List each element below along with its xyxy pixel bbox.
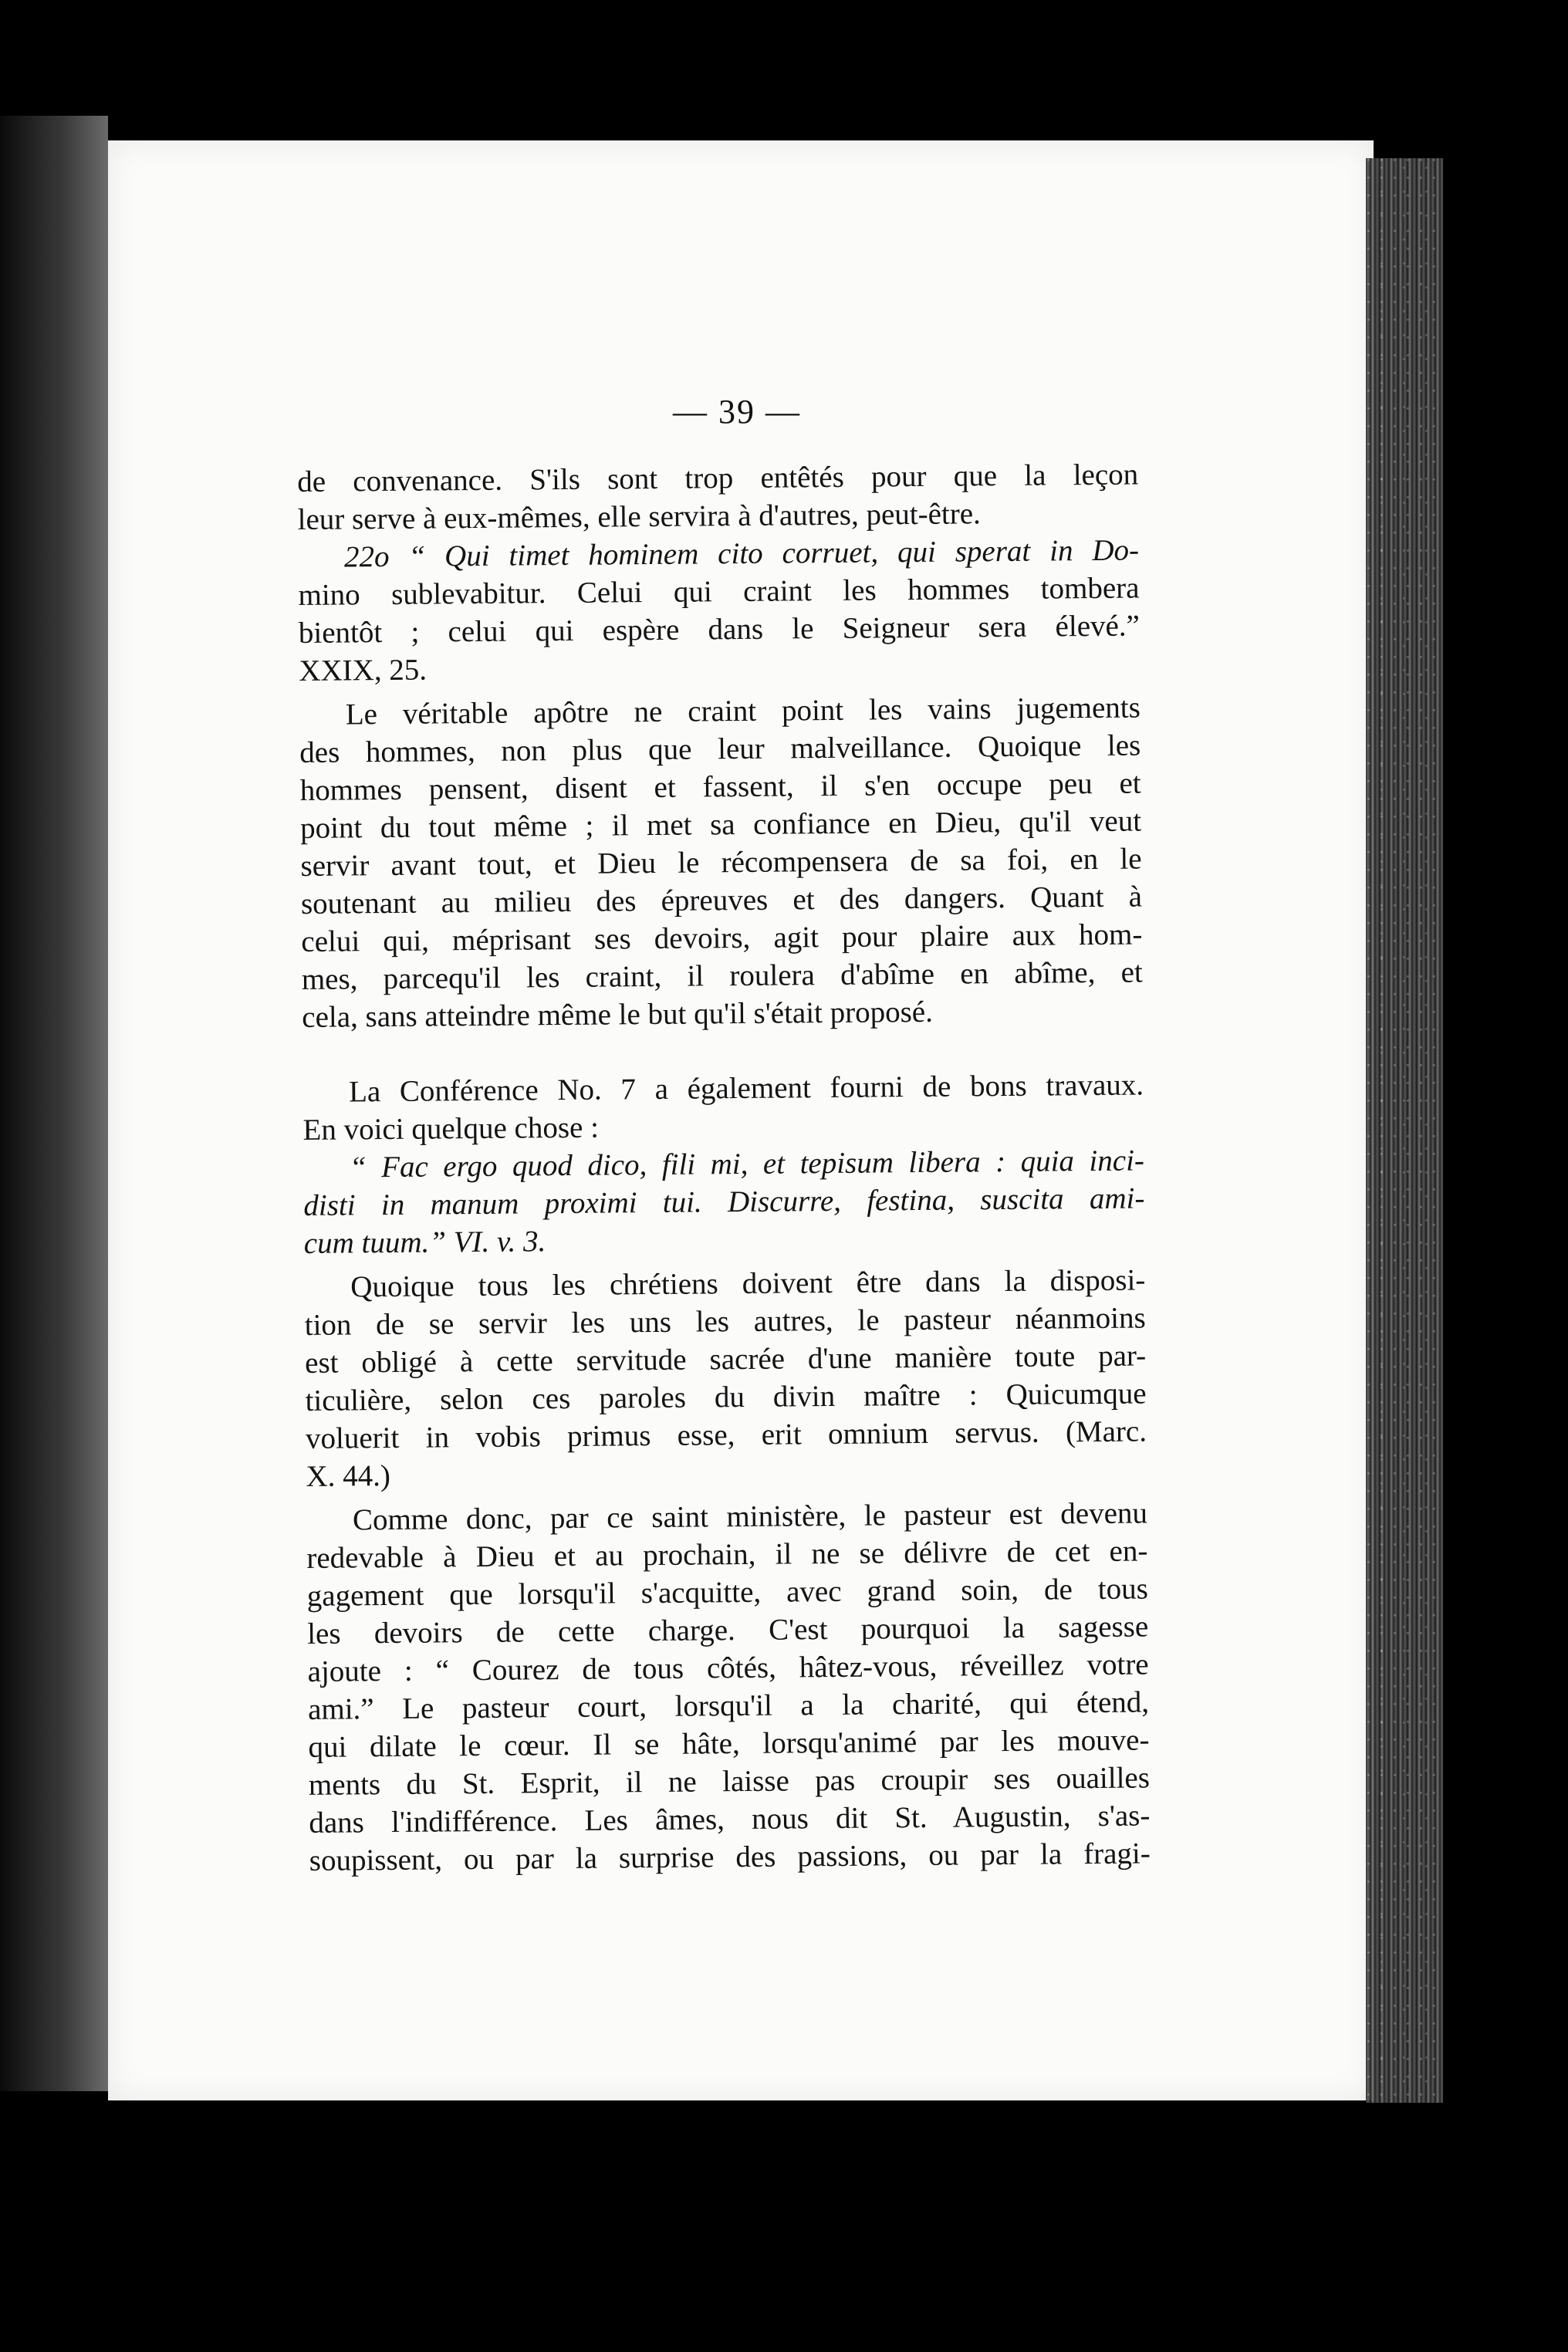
text-line: qui dilate le cœur. Il se hâte, lorsqu'animé par les mouve- [308,1723,1150,1764]
text-line: ami.” Le pasteur court, lorsqu'il a la charité, qui étend, [307,1685,1150,1726]
text-line: soutenant au milieu des épreuves et des dangers. Quant à [300,880,1143,921]
text-line: “ Fac ergo quod dico, fili mi, et tepisum libera : quia inci- [349,1144,1145,1184]
text-line: de convenance. S'ils sont trop entêtés pour que la leçon [297,458,1139,498]
text-line: dans l'indifférence. Les âmes, nous dit St. Augustin, s'as- [309,1799,1151,1840]
text-line: servir avant tout, et Dieu le récompensera de sa foi, en le [300,842,1142,883]
text-line: Comme donc, par ce saint ministère, le pasteur est devenu [352,1496,1148,1537]
text-line: mino sublevabitur. Celui qui craint les hommes tombera [298,571,1140,612]
text-line: tion de se servir les uns les autres, le pasteur néanmoins [304,1301,1146,1342]
text-line: est obligé à cette servitude sacrée d'une manière toute par- [304,1339,1147,1380]
paragraph [302,1066,1144,1149]
text-line: leur serve à eux-mêmes, elle servira à d'autres, peut-être. [297,497,981,536]
text-line: point du tout même ; il met sa confiance en Dieu, qu'il veut [299,804,1142,845]
text-line: des hommes, non plus que leur malveillance. Quoique les [299,728,1141,769]
text-line: ments du St. Esprit, il ne laisse pas croupir ses ouailles [308,1761,1151,1802]
text-line: ajoute : “ Courez de tous côtés, hâtez-vous, réveillez votre [307,1647,1149,1688]
paragraph [304,1261,1147,1495]
text-line: X. 44.) [306,1458,391,1493]
text-line: soupissent, ou par la surprise des passions, ou par la fragi- [309,1837,1151,1877]
page-stack-texture [1366,158,1443,2103]
text-line: En voici quelque chose : [302,1110,600,1147]
paragraph [306,1494,1151,1879]
text-line: voluerit in vobis primus esse, erit omnium servus. (Marc. [305,1414,1147,1455]
text-line: redevable à Dieu et au prochain, il ne se délivre de cet en- [306,1534,1148,1575]
text-line: les devoirs de cette charge. C'est pourquoi la sagesse [307,1610,1149,1651]
paragraph [298,531,1141,690]
page-number: — 39 — [673,393,801,431]
text-line: celui qui, méprisant ses devoirs, agit pour plaire aux hom- [301,917,1143,958]
text-line: hommes pensent, disent et fassent, il s'en occupe peu et [299,766,1141,807]
text-line: La Conférence No. 7 a également fourni de bons travaux. [348,1068,1144,1109]
paragraph [297,455,1139,539]
text-line: ticulière, selon ces paroles du divin maître : Quicumque [305,1377,1147,1418]
text-line: disti in manum proximi tui. Discurre, festina, suscita ami- [303,1181,1145,1222]
text-line: mes, parcequ'il les craint, il roulera d'abîme en abîme, et [301,955,1143,996]
text-line: Le véritable apôtre ne craint point les vains jugements [345,691,1141,732]
text-line: XXIX, 25. [299,653,427,688]
text-line: cum tuum.” VI. v. 3. [303,1225,546,1260]
text-line: Quoique tous les chrétiens doivent être dans la disposi- [350,1263,1146,1304]
paragraph [303,1141,1145,1262]
text-line: bientôt ; celui qui espère dans le Seigneur sera élevé.” [298,609,1141,650]
body-text [297,455,1151,1879]
text-line: gagement que lorsqu'il s'acquitte, avec grand soin, de tous [306,1572,1148,1613]
text-line: 22o “ Qui timet hominem cito corruet, qui sperat in Do- [343,533,1140,574]
text-line: cela, sans atteindre même le but qu'il s'était proposé. [302,995,934,1034]
paragraph [299,688,1144,1036]
